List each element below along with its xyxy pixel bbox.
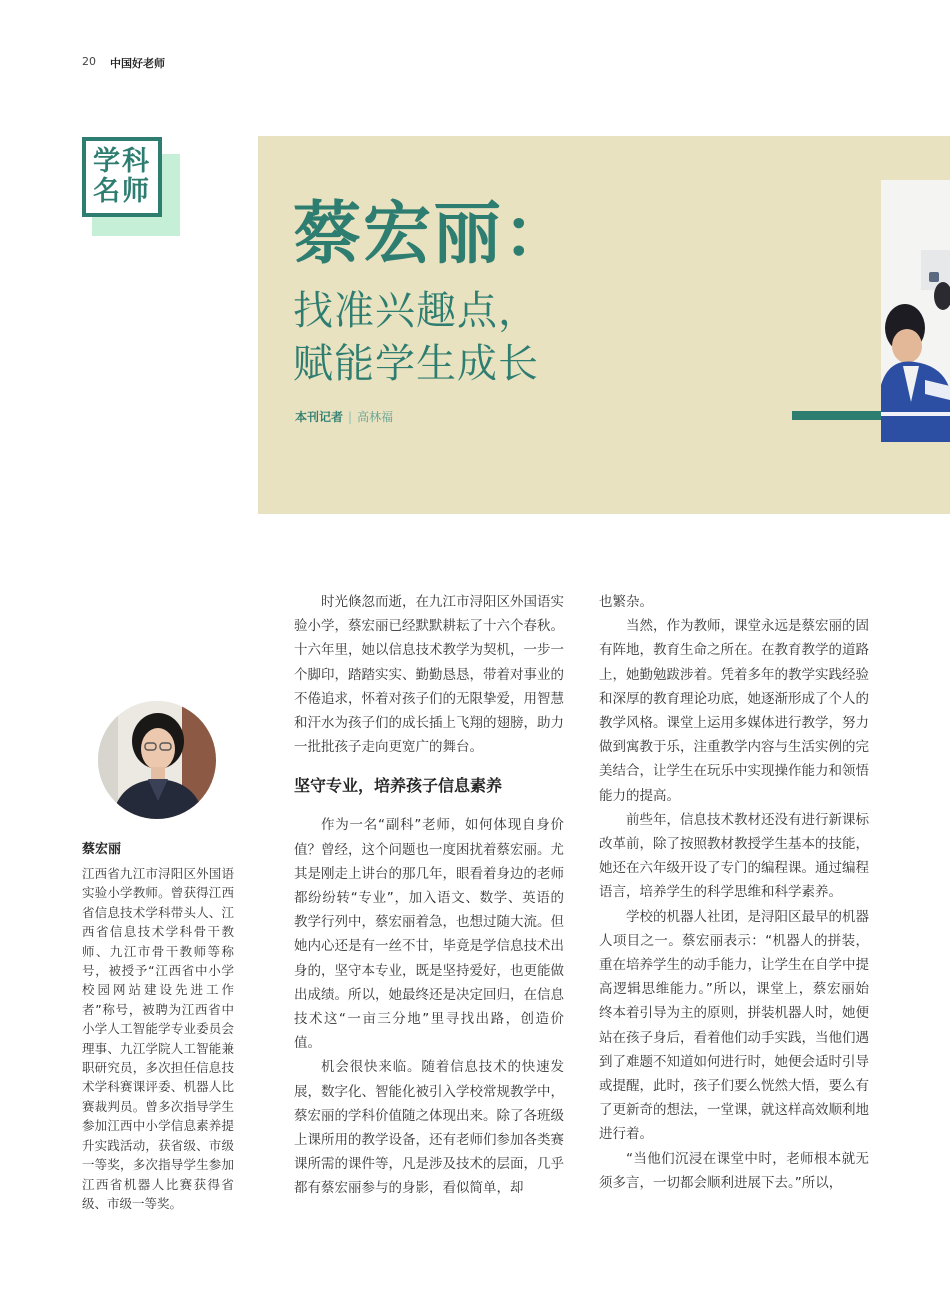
byline-label: 本刊记者 — [295, 410, 344, 424]
paragraph: 前些年，信息技术教材还没有进行新课标改革前，除了按照教材教授学生基本的技能，她还在六年级开设了专门的编程课。通过编程语言，培养学生的科学思维和科学素养。 — [599, 811, 869, 901]
article-subtitle-line-2: 赋能学生成长 — [293, 341, 539, 387]
teacher-portrait-illustration — [98, 701, 216, 819]
paragraph: 学校的机器人社团，是浔阳区最早的机器人项目之一。蔡宏丽表示：“机器人的拼装，重在培养学生的动手能力，让学生在自学中提高逻辑思维能力。”所以，课堂上，蔡宏丽始终本着引导为主的原则，拼装机器人时，她便站在孩子身后，看着他们动手实践，当他们遇到了难题不知道如何进行时，她便会适时引导或提醒，此时，孩子们要么恍然大悟，要么有了更新奇的想法，一堂课，就这样高效顺利地进行着。 — [599, 908, 869, 1143]
teacher-portrait — [98, 701, 216, 819]
classroom-photo-illustration — [881, 180, 950, 442]
profile-name: 蔡宏丽 — [82, 842, 122, 857]
paragraph: “当他们沉浸在课堂中时，老师根本就无须多言，一切都会顺利进展下去。”所以， — [599, 1150, 869, 1191]
byline — [295, 408, 393, 425]
classroom-photo — [881, 180, 950, 442]
body-column-2 — [599, 590, 869, 1195]
paragraph-continuation: 也繁杂。 — [599, 594, 653, 610]
body-column-1 — [294, 590, 564, 1201]
badge-line-2: 名师 — [93, 176, 151, 207]
badge-line-1: 学科 — [93, 146, 151, 177]
page-number: 20 — [82, 55, 96, 68]
paragraph: 机会很快来临。随着信息技术的快速发展，数字化、智能化被引入学校常规教学中，蔡宏丽的学科价值随之体现出来。除了各班级上课所用的教学设备，还有老师们参加各类赛课所需的课件等，凡是涉及技术的层面，几乎都有蔡宏丽参与的身影，看似简单，却 — [294, 1059, 564, 1197]
article-title: 蔡宏丽： — [293, 195, 574, 274]
article-subtitle-line-1: 找准兴趣点， — [293, 288, 539, 334]
paragraph: 当然，作为教师，课堂永远是蔡宏丽的固有阵地，教育生命之所在。在教育教学的道路上，她勤勉跋涉着。凭着多年的教学实践经验和深厚的教育理论功底，她逐渐形成了个人的教学风格。课堂上运用多媒体进行教学，努力做到寓教于乐，注重教学内容与生活实例的完美结合，让学生在玩乐中实现操作能力和领悟能力的提高。 — [599, 618, 869, 804]
byline-divider: | — [348, 410, 353, 424]
profile-bio: 江西省九江市浔阳区外国语实验小学教师。曾获得江西省信息技术学科带头人、江西省信息技术学科骨干教师、九江市骨干教师等称号，被授予“江西省中小学校园网站建设先进工作者”称号，被聘为江西省中小学人工智能学专业委员会理事、九江学院人工智能兼职研究员，多次担任信息技术学科赛课评委、机器人比赛裁判员。曾多次指导学生参加江西中小学信息素养提升实践活动，获省级、市级一等奖，多次指导学生参加江西省机器人比赛获得省级、市级一等奖。 — [82, 866, 234, 1211]
column-badge — [82, 137, 162, 217]
section-heading: 坚守专业，培养孩子信息素养 — [294, 776, 503, 796]
paragraph: 时光倏忽而逝，在九江市浔阳区外国语实验小学，蔡宏丽已经默默耕耘了十六个春秋。十六年里，她以信息技术教学为契机，一步一个脚印，踏踏实实、勤勤恳恳，带着对事业的不倦追求，怀着对孩子们的无限挚爱，用智慧和汗水为孩子们的成长插上飞翔的翅膀，助力一批批孩子走向更宽广的舞台。 — [294, 594, 564, 756]
paragraph: 作为一名“副科”老师，如何体现自身价值？曾经，这个问题也一度困扰着蔡宏丽。尤其是刚走上讲台的那几年，眼看着身边的老师都纷纷转“专业”，加入语文、数学、英语的教学行列中，蔡宏丽着急，也想过随大流。但她内心还是有一丝不甘，毕竟是学信息技术出身的，坚守本专业，既是坚持爱好，也更能做出成绩。所以，她最终还是决定回归，在信息技术这“一亩三分地”里寻找出路，创造价值。 — [294, 817, 564, 1052]
byline-author: 高林福 — [357, 410, 394, 424]
magazine-name: 中国好老师 — [110, 57, 165, 70]
